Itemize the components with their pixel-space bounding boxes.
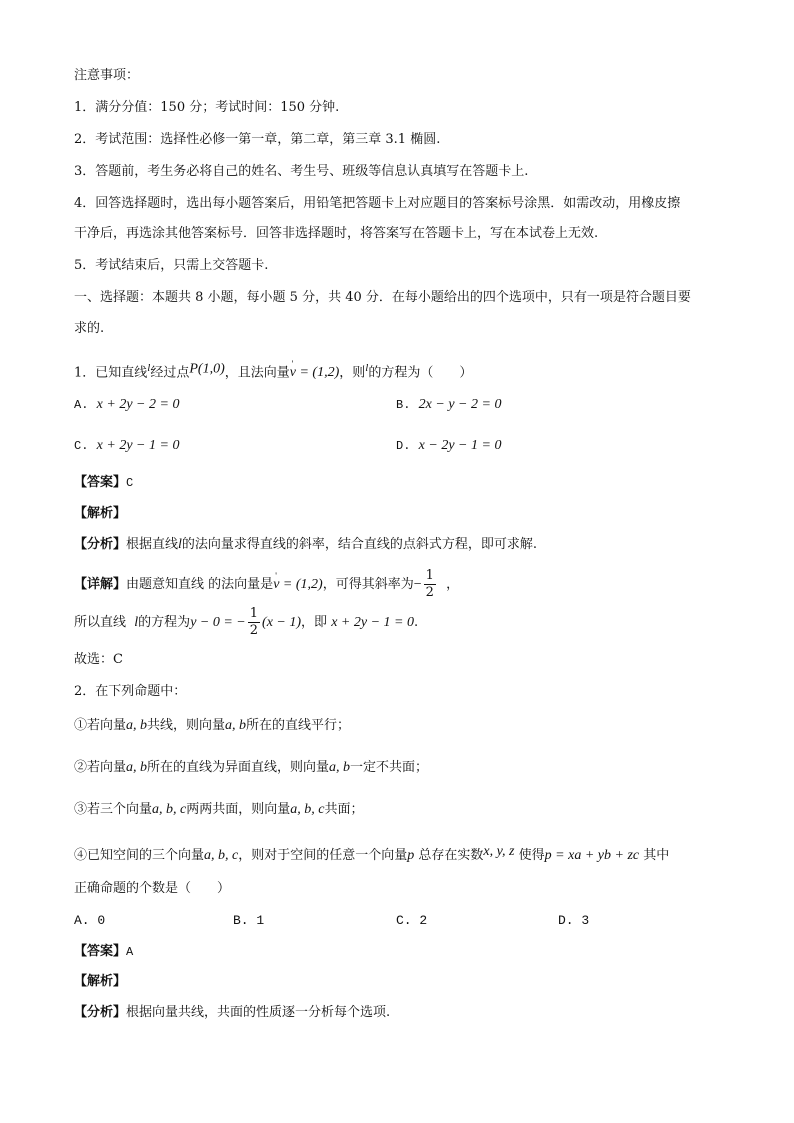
q1-option-d: D. x − 2y − 1 = 0	[396, 438, 502, 453]
note-item-4-cont: 干净后，再选涂其他答案标号．回答非选择题时，将答案写在答题卡上，写在本试卷上无效.	[74, 226, 599, 241]
section-heading-line2: 求的.	[74, 321, 105, 336]
q1-stem	[74, 358, 472, 383]
q2-question: 正确命题的个数是（ ）	[74, 881, 231, 896]
q2-fenxi: 【分析】根据向量共线，共面的性质逐一分析每个选项.	[74, 1005, 391, 1020]
q1-text-d: ，则	[339, 365, 366, 381]
q1-text-a: 1．已知直线	[74, 365, 148, 381]
q1-text-e: 的方程为（ ）	[368, 365, 473, 381]
q1-choose: 故选：C	[74, 652, 123, 667]
q1-option-b: B. 2x − y − 2 = 0	[396, 397, 502, 412]
q1-option-a: A. x + 2y − 2 = 0	[74, 397, 180, 412]
q1-analysis-label: 【解析】	[74, 506, 127, 521]
note-item-3: 3．答题前，考生务必将自己的姓名、考生号、班级等信息认真填写在答题卡上.	[74, 164, 529, 179]
note-item-4: 4．回答选择题时，选出每小题答案后，用铅笔把答题卡上对应题目的答案标号涂黑．如需改动，用橡皮擦	[74, 196, 681, 211]
q1-option-c: C. x + 2y − 1 = 0	[74, 438, 180, 453]
q2-option-a: A. 0	[74, 913, 106, 928]
notes-heading: 注意事项：	[74, 68, 140, 83]
q1-normal-vector: ' v = (1,2)	[290, 363, 340, 383]
q2-stem: 2．在下列命题中：	[74, 684, 187, 699]
q1-slope-fraction: $\frac{1}{2}$	[425, 568, 434, 600]
section-heading-line1: 一、选择题：本题共 8 小题，每小题 5 分，共 40 分．在每小题给出的四个选项中，只有一项是符合题目要	[74, 290, 691, 305]
q2-option-c: C. 2	[396, 913, 428, 928]
q2-statement-3: ③若三个向量a, b, c两两共面，则向量a, b, c共面；	[74, 802, 364, 817]
q1-point: P(1,0)	[189, 361, 225, 377]
q2-statement-2: ②若向量a, b所在的直线为异面直线，则向量a, b一定不共面；	[74, 760, 429, 775]
q2-analysis-label: 【解析】	[74, 974, 127, 989]
q1-half-fraction: $\frac{1}{2}$	[249, 606, 259, 638]
q1-answer: 【答案】C	[74, 475, 134, 490]
q1-text-c: ，且法向量	[224, 365, 290, 381]
note-item-1: 1．满分分值：150 分；考试时间：150 分钟.	[74, 100, 340, 115]
q1-text-b: 经过点	[150, 365, 190, 381]
q2-answer: 【答案】A	[74, 944, 134, 959]
q2-option-b: B. 1	[233, 913, 265, 928]
q1-fenxi: 【分析】根据直线l的法向量求得直线的斜率，结合直线的点斜式方程，即可求解.	[74, 537, 538, 552]
note-item-5: 5．考试结束后，只需上交答题卡.	[74, 258, 269, 273]
q2-statement-4: ④已知空间的三个向量a, b, c，则对于空间的任意一个向量p 总存在实数x, y, z 使得p = xa + yb + zc 其中	[74, 844, 670, 863]
q1-conclusion: 所以直线 l的方程为y − 0 = − $\frac{1}{2}$ (x − 1)，即 x + 2y − 1 = 0.	[74, 606, 419, 638]
q2-statement-1: ①若向量a, b共线，则向量a, b所在的直线平行；	[74, 718, 351, 733]
q2-option-d: D. 3	[558, 913, 590, 928]
note-item-2: 2．考试范围：选择性必修一第一章，第二章，第三章 3.1 椭圆.	[74, 132, 441, 147]
q1-line-l-2: l	[365, 362, 369, 374]
q1-line-l: l	[147, 362, 151, 374]
q1-xiangjie: 【详解】由题意知直线 的法向量是' v = (1,2)，可得其斜率为− $\frac{1}{2}$ ，	[74, 568, 459, 602]
